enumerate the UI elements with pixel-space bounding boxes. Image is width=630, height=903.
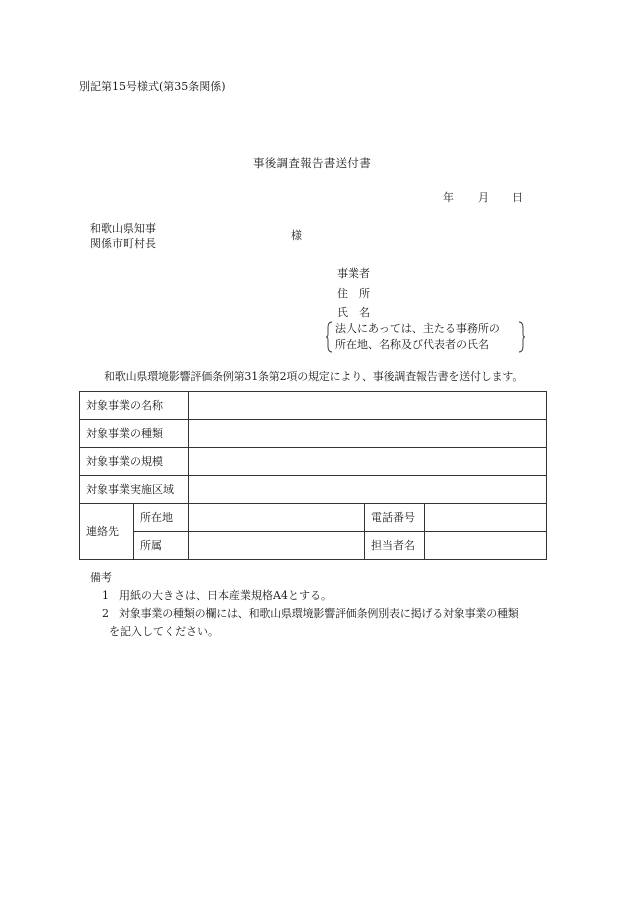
body-text: 和歌山県環境影響評価条例第31条第2項の規定により、事後調査報告書を送付します。 [104,370,524,383]
report-form-table [79,391,547,560]
date-day-label: 日 [512,191,523,204]
note-1-number: 1 [102,589,109,602]
note-2-text-line2: を記入してください。 [109,625,219,638]
form-reference: 別記第15号様式(第35条関係) [79,80,226,93]
table-row [80,392,547,420]
table-row [80,532,547,560]
table-row [80,504,547,532]
notes-heading: 備考 [90,571,112,584]
document-title: 事後調査報告書送付書 [253,156,371,170]
contact-department-field[interactable] [189,532,365,560]
date-year-label: 年 [443,191,454,204]
contact-label: 連絡先 [80,504,134,560]
corp-note-line2: 所在地、名称及び代表者の氏名 [335,338,489,351]
contact-phone-label: 電話番号 [365,504,425,532]
contact-person-field[interactable] [425,532,547,560]
table-row [80,448,547,476]
row-label-project-scale: 対象事業の規模 [80,448,189,476]
contact-location-field[interactable] [189,504,365,532]
project-name-field[interactable] [189,392,547,420]
project-scale-field[interactable] [189,448,547,476]
note-2-number: 2 [102,607,109,620]
addressee-line2: 関係市町村長 [90,237,156,250]
corp-note-line1: 法人にあっては、主たる事務所の [335,322,500,335]
row-label-project-area: 対象事業実施区域 [80,476,189,504]
project-type-field[interactable] [189,420,547,448]
contact-phone-field[interactable] [425,504,547,532]
sender-label: 事業者 [337,267,370,280]
row-label-project-name: 対象事業の名称 [80,392,189,420]
note-2-text-line1: 対象事業の種類の欄には、和歌山県環境影響評価条例別表に掲げる対象事業の種類 [119,607,519,620]
contact-location-label: 所在地 [134,504,189,532]
sender-name-label: 氏 名 [337,306,370,319]
note-1-text: 用紙の大きさは、日本産業規格A4とする。 [119,589,332,602]
table-row [80,476,547,504]
contact-person-label: 担当者名 [365,532,425,560]
row-label-project-type: 対象事業の種類 [80,420,189,448]
table-row [80,420,547,448]
project-area-field[interactable] [189,476,547,504]
contact-department-label: 所属 [134,532,189,560]
sender-address-label: 住 所 [337,287,370,300]
addressee-honorific: 様 [291,229,302,242]
date-month-label: 月 [478,191,489,204]
addressee-line1: 和歌山県知事 [90,222,156,235]
